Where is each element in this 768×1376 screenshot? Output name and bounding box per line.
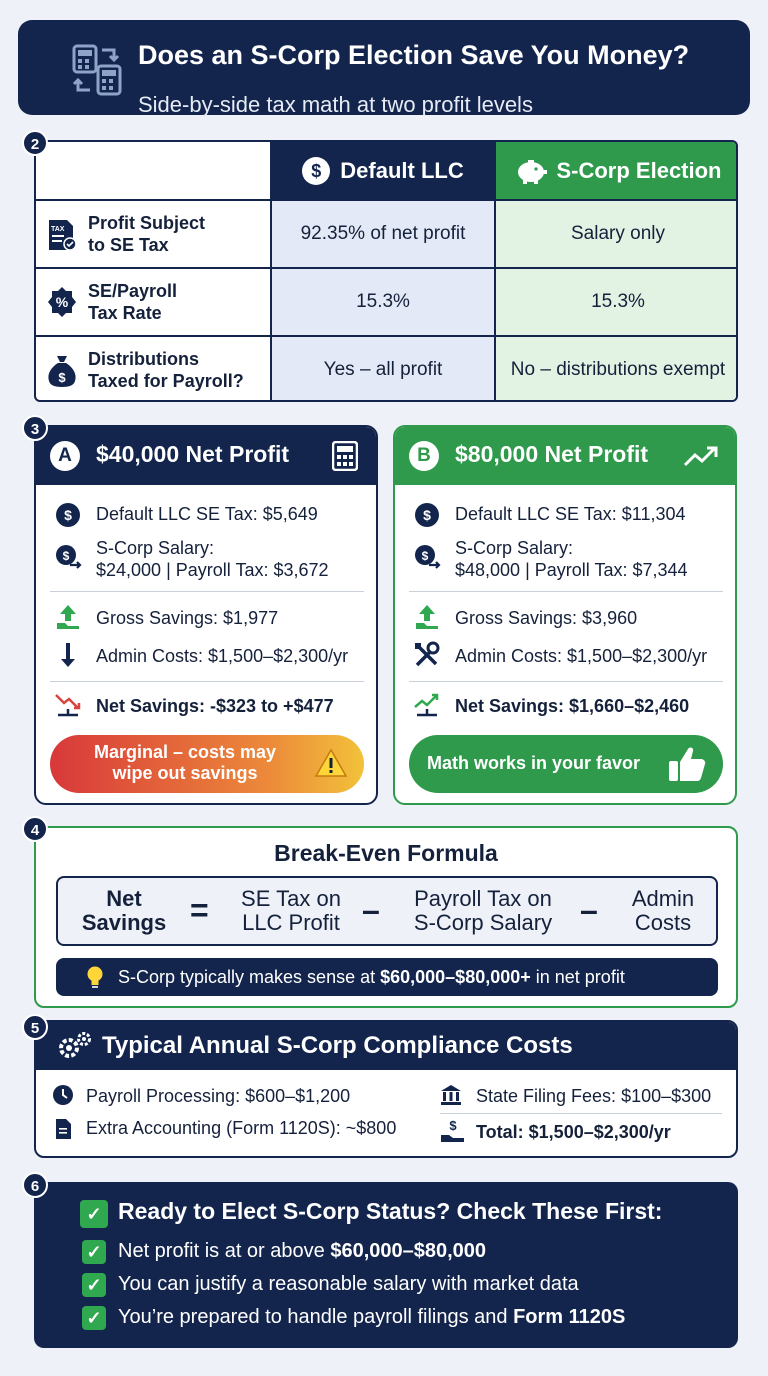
step-badge-2: 2 [22,130,48,156]
scenario-a-letter: A [50,441,80,471]
scenario-a-se-tax: Default LLC SE Tax: $5,649 [96,504,318,524]
llc-distributions: Yes – all profit [323,359,443,380]
scenario-b-salary: S-Corp Salary: $48,000 | Payroll Tax: $7,344 [455,538,688,580]
piggy-bank-icon [514,158,548,184]
warning-icon [314,748,348,778]
page-title: Does an S-Corp Election Save You Money? [138,40,690,70]
trend-down-scale-icon [54,691,82,719]
checklist-item-payroll: You’re prepared to handle payroll filings and Form 1120S [118,1306,626,1328]
formula-minus-2: – [580,892,598,928]
column-header-llc: $ Default LLC [272,142,494,200]
checklist-item-salary: You can justify a reasonable salary with market data [118,1273,579,1295]
scorp-tax-rate: 15.3% [591,290,645,312]
trend-up-icon [683,445,719,469]
break-even-tip: S-Corp typically makes sense at $60,000–$80,000+ in net profit [56,958,718,996]
svg-text:$: $ [423,507,431,523]
compliance-costs-panel [34,1020,738,1158]
svg-text:$: $ [58,370,66,385]
scenario-a-salary: S-Corp Salary: $24,000 | Payroll Tax: $3,672 [96,538,329,580]
scenario-b-title: $80,000 Net Profit [455,441,649,467]
dollar-circle-icon: $ [302,157,330,185]
svg-text:$: $ [449,1118,457,1133]
svg-text:TAX: TAX [51,226,65,233]
checkbox-icon: ✓ [82,1306,106,1330]
scenario-b-verdict: Math works in your favor [409,735,723,793]
scenario-b-header [395,427,735,485]
thumbs-up-icon [667,745,707,783]
row-label-distributions: Distributions Taxed for Payroll? [88,349,244,391]
scorp-profit-subject: Salary only [571,222,665,244]
formula-payroll-tax: Payroll Tax on S-Corp Salary [413,886,553,935]
hand-dollar-icon [440,1118,466,1144]
trend-up-scale-icon [413,691,441,719]
step-badge-6: 6 [22,1172,48,1198]
savings-up-arrow-icon [54,603,82,631]
header-banner [18,20,750,115]
checkbox-icon: ✓ [80,1200,108,1228]
row-label-tax-rate: SE/Payroll Tax Rate [88,281,178,323]
money-bag-icon [46,352,78,388]
step-badge-5: 5 [22,1014,48,1040]
scenario-card-a [34,425,378,805]
row-label-profit-subject: Profit Subject to SE Tax [88,213,206,255]
svg-text:%: % [55,294,69,310]
formula-equals: = [190,892,209,928]
gears-icon [56,1031,94,1061]
cost-extra-accounting: Extra Accounting (Form 1120S): ~$800 [86,1118,397,1138]
costs-header [36,1022,736,1070]
scenario-card-b [393,425,737,805]
salary-transfer-icon [54,543,82,571]
down-arrow-icon [54,641,82,669]
cost-payroll-processing: Payroll Processing: $600–$1,200 [86,1086,351,1106]
calculator-icon [332,441,358,471]
svg-text:$: $ [62,549,70,563]
checkbox-icon: ✓ [82,1240,106,1264]
llc-profit-subject: 92.35% of net profit [300,222,466,244]
lightbulb-icon [86,965,104,989]
column-header-scorp: S-Corp Election [496,142,738,200]
scenario-a-net-savings: Net Savings: -$323 to +$477 [96,696,334,716]
page-subtitle: Side-by-side tax math at two profit levels [138,92,533,117]
document-icon [52,1118,74,1140]
svg-text:$: $ [421,549,429,563]
checklist-item-profit: Net profit is at or above $60,000–$80,000 [118,1240,487,1262]
tax-document-icon [46,218,78,252]
tools-icon [413,641,441,669]
scenario-b-letter: B [409,441,439,471]
formula-admin-costs: Admin Costs [631,886,695,935]
scenario-a-gross-savings: Gross Savings: $1,977 [96,608,279,628]
break-even-title: Break-Even Formula [274,840,498,866]
checklist-panel [34,1182,738,1348]
formula-net-savings: Net Savings [81,886,167,935]
formula-se-tax: SE Tax on LLC Profit [241,886,341,935]
costs-title: Typical Annual S-Corp Compliance Costs [102,1032,573,1059]
scenario-a-verdict: Marginal – costs may wipe out savings [50,735,364,793]
salary-transfer-icon [413,543,441,571]
cost-total: Total: $1,500–$2,300/yr [476,1122,671,1142]
step-badge-4: 4 [22,816,48,842]
scenario-b-admin-costs: Admin Costs: $1,500–$2,300/yr [455,646,708,666]
savings-up-arrow-icon [413,603,441,631]
percent-badge-icon [46,286,78,318]
checkbox-icon: ✓ [82,1273,106,1297]
scenario-b-gross-savings: Gross Savings: $3,960 [455,608,638,628]
comparison-table [34,140,738,402]
dollar-circle-icon [54,501,82,529]
calculator-swap-icon [70,42,126,98]
formula-minus-1: – [362,892,380,928]
svg-text:$: $ [64,507,72,523]
break-even-formula [56,876,718,946]
scenario-b-se-tax: Default LLC SE Tax: $11,304 [455,504,686,524]
bank-building-icon [440,1084,462,1106]
scenario-a-admin-costs: Admin Costs: $1,500–$2,300/yr [96,646,349,666]
break-even-panel [34,826,738,1008]
scenario-a-header [36,427,376,485]
clock-icon [52,1084,74,1106]
llc-tax-rate: 15.3% [356,290,410,312]
scorp-distributions: No – distributions exempt [510,359,726,380]
checklist-title: Ready to Elect S-Corp Status? Check These First: [118,1198,663,1224]
scenario-a-title: $40,000 Net Profit [96,441,290,467]
scenario-b-net-savings: Net Savings: $1,660–$2,460 [455,696,690,716]
step-badge-3: 3 [22,415,48,441]
cost-state-filing: State Filing Fees: $100–$300 [476,1086,712,1106]
dollar-circle-icon [413,501,441,529]
